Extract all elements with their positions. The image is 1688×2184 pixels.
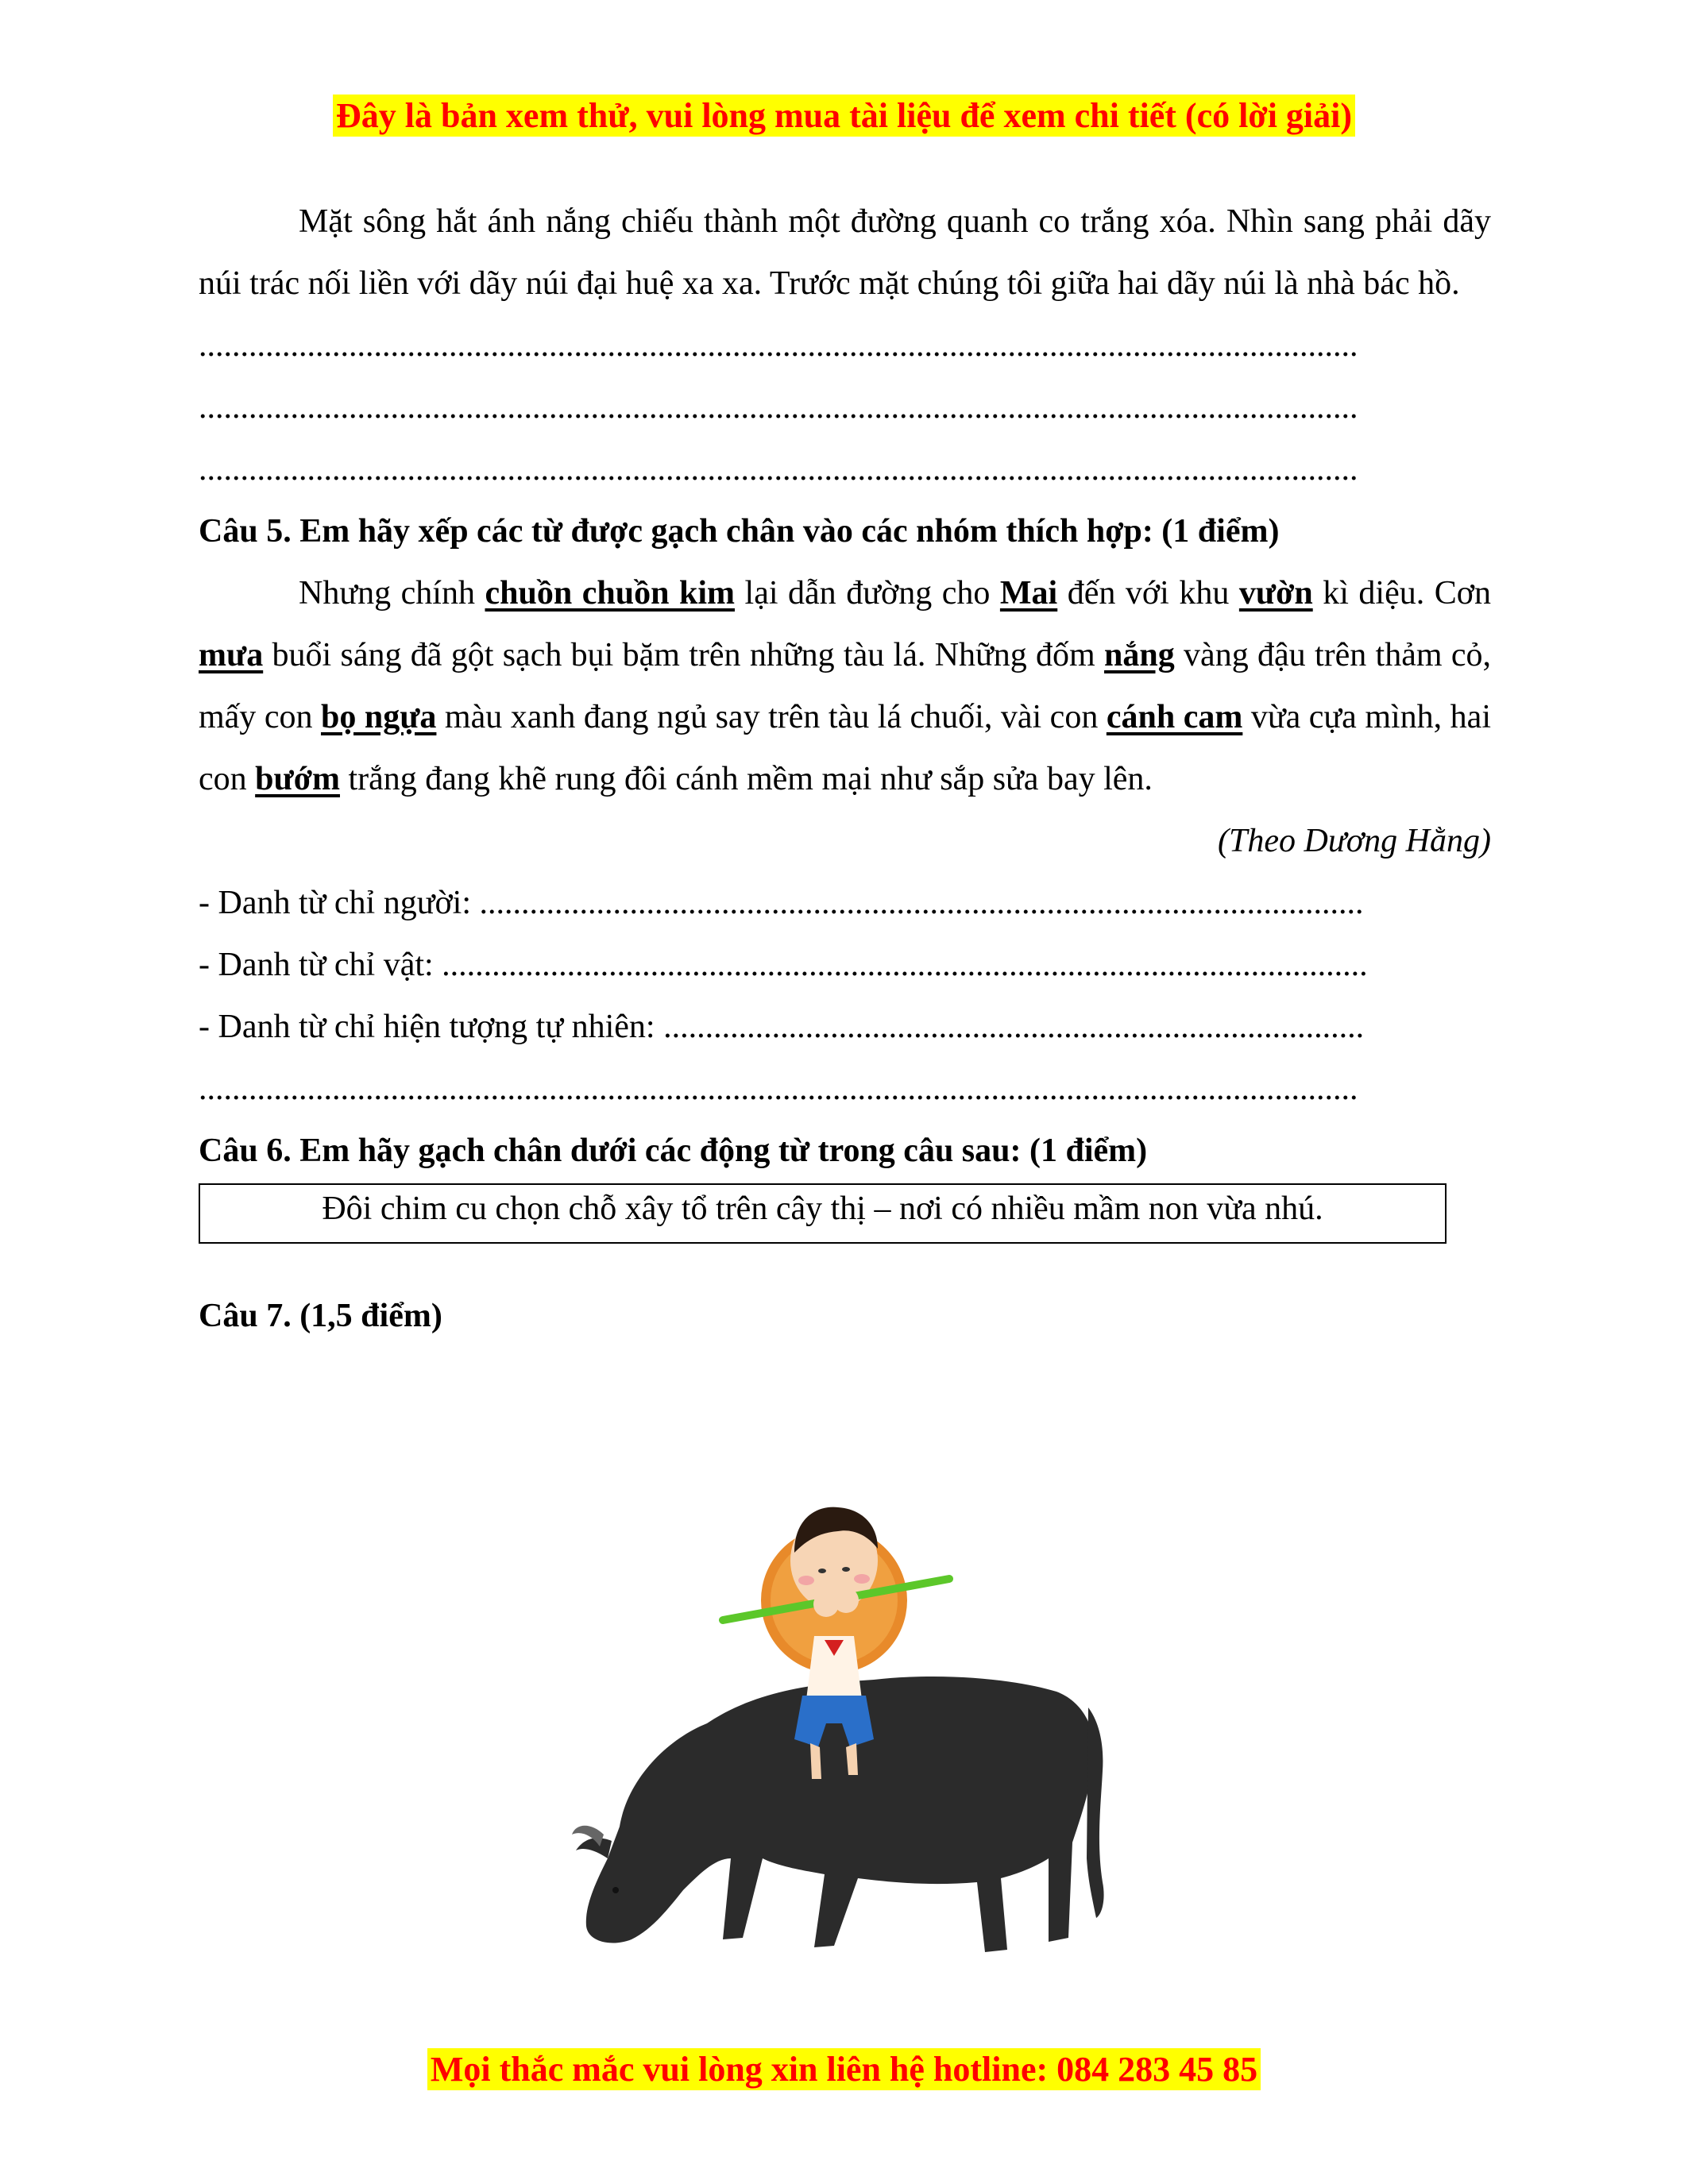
answer-line: ........................................................................................................................................... — [199, 327, 1358, 364]
hotline-text: Mọi thắc mắc vui lòng xin liên hệ hotline: 084 283 45 85 — [427, 2048, 1261, 2090]
underlined-word: mưa — [199, 637, 264, 673]
question-5-title: Câu 5. Em hãy xếp các từ được gạch chân vào các nhóm thích hợp: (1 điểm) — [199, 513, 1280, 550]
underlined-word: cánh cam — [1106, 699, 1243, 735]
answer-line-extra: ........................................................................................................................................... — [199, 1071, 1358, 1107]
underlined-word: bọ ngựa — [320, 699, 437, 735]
passage-source: (Theo Dương Hằng) — [1218, 823, 1491, 859]
underlined-word: chuồn chuồn kim — [485, 575, 735, 612]
question-6-sentence: Đôi chim cu chọn chỗ xây tổ trên cây thị – nơi có nhiều mầm non vừa nhú. — [322, 1190, 1323, 1227]
underlined-word: Mai — [999, 575, 1058, 612]
underlined-word: vườn — [1238, 575, 1313, 612]
question-7-title: Câu 7. (1,5 điểm) — [199, 1298, 442, 1334]
boy-on-buffalo-illustration — [572, 1485, 1120, 1993]
answer-line: ........................................................................................................................................... — [199, 451, 1358, 488]
underlined-word: bướm — [255, 761, 340, 797]
answer-line-people: - Danh từ chỉ người: .......................................................................................................... — [199, 885, 1364, 921]
answer-line-things: - Danh từ chỉ vật: ............................................................................................................... — [199, 947, 1368, 983]
hotline-banner — [0, 2047, 1688, 2092]
question-5-passage: Nhưng chính chuồn chuồn kim lại dẫn đường cho Mai đến với khu vườn kì diệu. Cơn mưa buổi sáng đã gột sạch bụi bặm trên những tàu lá. Những đốm nắng vàng đậu trên thảm cỏ, mấy con bọ ngựa màu xanh đang ngủ say trên tàu lá chuối, vài con cánh cam vừa cựa mình, hai con bướm trắng đang khẽ rung đôi cánh mềm mại như sắp sửa bay lên. — [199, 575, 1492, 797]
question-6-title: Câu 6. Em hãy gạch chân dưới các động từ trong câu sau: (1 điểm) — [199, 1133, 1148, 1169]
answer-line-nature: - Danh từ chỉ hiện tượng tự nhiên: .................................................................................... — [199, 1009, 1365, 1045]
answer-line: ........................................................................................................................................... — [199, 389, 1358, 426]
passage-q4: Mặt sông hắt ánh nắng chiếu thành một đường quanh co trắng xóa. Nhìn sang phải dãy núi trác nối liền với dãy núi đại huệ xa xa. Trước mặt chúng tôi giữa hai dãy núi là nhà bác hồ. — [199, 203, 1491, 302]
preview-notice-banner — [0, 94, 1688, 138]
underlined-word: nắng — [1104, 637, 1175, 673]
document-body — [199, 191, 1491, 1347]
preview-notice-text: Đây là bản xem thử, vui lòng mua tài liệu để xem chi tiết (có lời giải) — [333, 95, 1355, 137]
question-6-sentence-box — [199, 1183, 1447, 1244]
